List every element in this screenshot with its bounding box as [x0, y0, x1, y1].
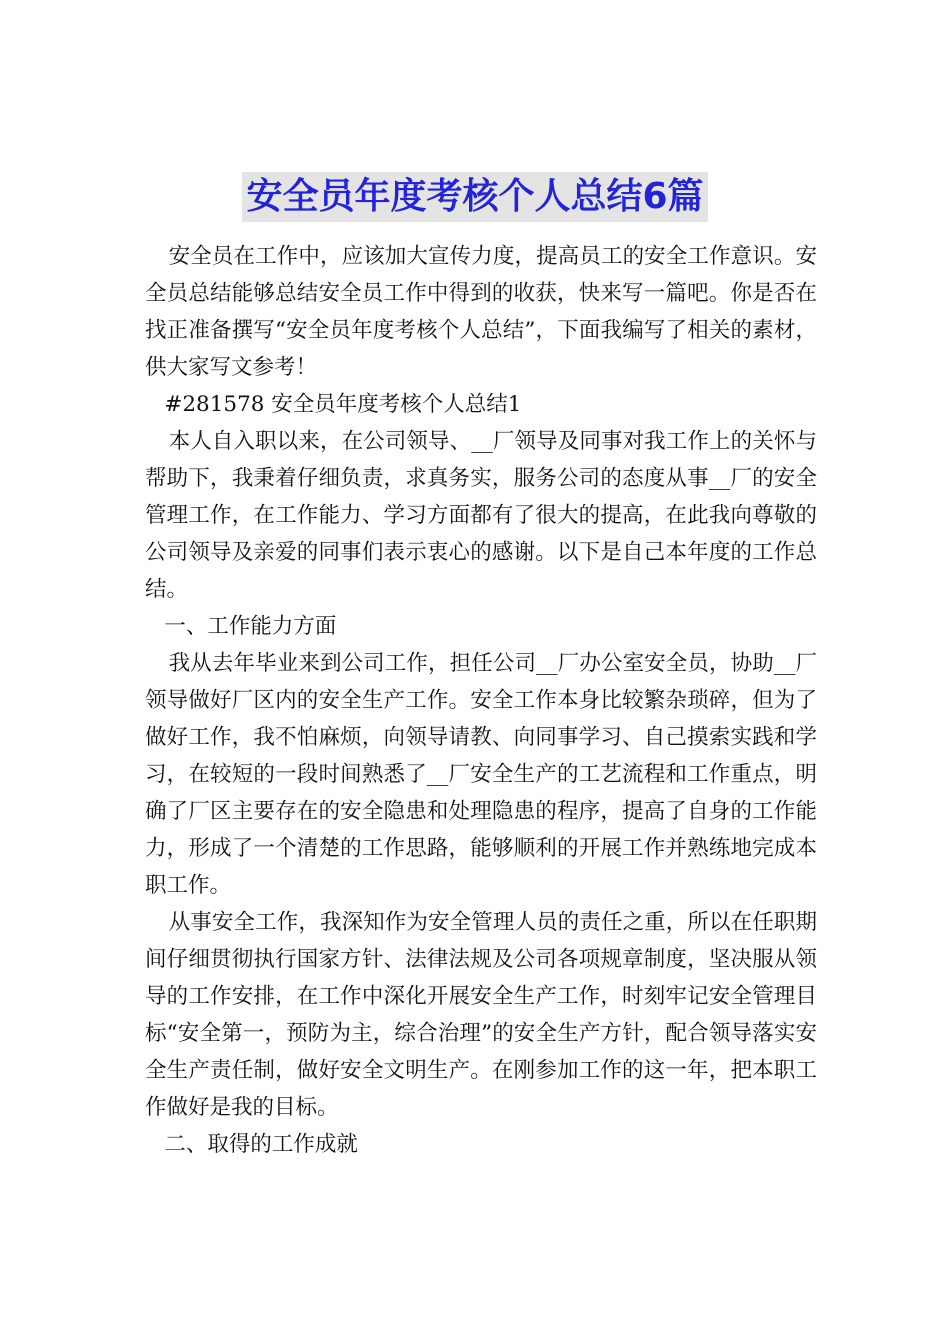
- title-container: [0, 172, 950, 222]
- section-heading-work-ability: 一、工作能力方面: [164, 614, 337, 639]
- intro-paragraph: 安全员在工作中，应该加大宣传力度，提高员工的安全工作意识。安全员总结能够总结安全员工作中得到的收获，快来写一篇吧。你是否在找正准备撰写“安全员年度考核个人总结”，下面我编写了相关的素材，供大家写文参考！: [145, 244, 817, 380]
- document-body: [145, 238, 817, 1163]
- section-heading-summary-1: #281578 安全员年度考核个人总结1: [164, 392, 522, 417]
- body-paragraph: 我从去年毕业来到公司工作，担任公司__厂办公室安全员，协助__厂领导做好厂区内的安全生产工作。安全工作本身比较繁杂琐碎，但为了做好工作，我不怕麻烦，向领导请教、向同事学习、自己摸索实践和学习，在较短的一段时间熟悉了__厂安全生产的工艺流程和工作重点，明确了厂区主要存在的安全隐患和处理隐患的程序，提高了自身的工作能力，形成了一个清楚的工作思路，能够顺利的开展工作并熟练地完成本职工作。: [145, 651, 817, 898]
- section-heading-achievements: 二、取得的工作成就: [164, 1132, 358, 1157]
- body-paragraph: 从事安全工作，我深知作为安全管理人员的责任之重，所以在任职期间仔细贯彻执行国家方针、法律法规及公司各项规章制度，坚决服从领导的工作安排，在工作中深化开展安全生产工作，时刻牢记安全管理目标“安全第一，预防为主，综合治理”的安全生产方针，配合领导落实安全生产责任制，做好安全文明生产。在刚参加工作的这一年，把本职工作做好是我的目标。: [145, 910, 817, 1120]
- body-paragraph: 本人自入职以来，在公司领导、__厂领导及同事对我工作上的关怀与帮助下，我秉着仔细负责，求真务实，服务公司的态度从事__厂的安全管理工作，在工作能力、学习方面都有了很大的提高，在此我向尊敬的公司领导及亲爱的同事们表示衷心的感谢。以下是自己本年度的工作总结。: [145, 429, 817, 602]
- document-title: 安全员年度考核个人总结6篇: [242, 172, 707, 222]
